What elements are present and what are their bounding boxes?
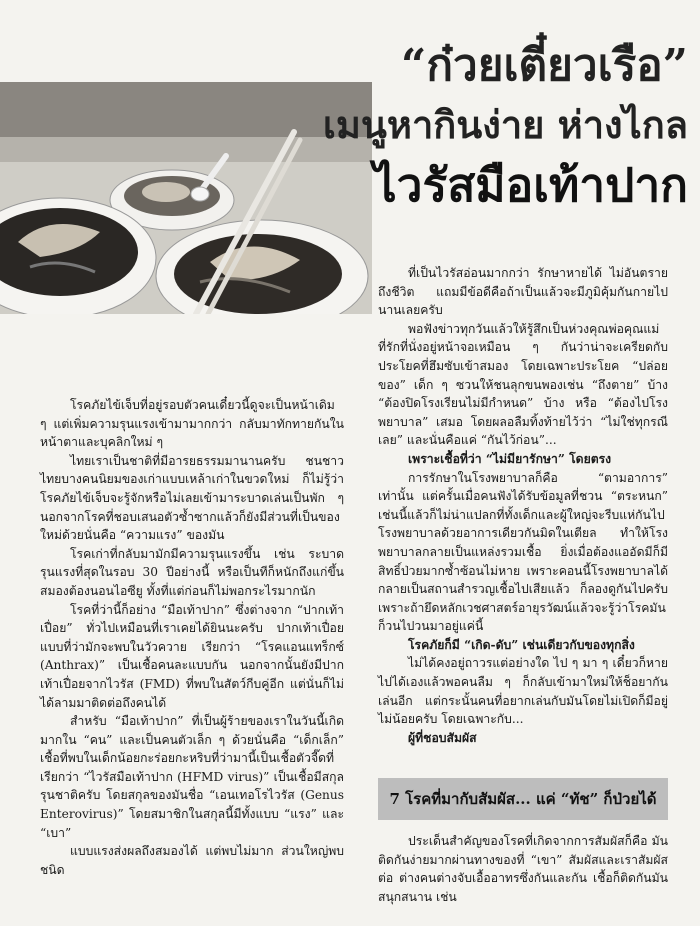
subheading: เพราะเชื้อที่ว่า “ไม่มียารักษา” โดยตรง (408, 451, 612, 466)
paragraph: แบบแรงส่งผลถึงสมองได้ แต่พบไม่มาก ส่วนใหญ่พบชนิด (40, 844, 344, 877)
paragraph: การรักษาในโรงพยาบาลก็คือ “ตามอาการ” เท่านั้น แต่ครั้นเมื่อคนฟังได้รับข้อมูลที่ชวน “ตระหนก” เช่นนี้แล้วก็ไม่น่าแปลกที่ทั้งเด็กและผู้ใหญ่จะรีบแห่กันไปโรงพยาบาลด้วยอาการเดียวกันมิดในเตียล ทำให้โรงพยาบาลกลายเป็นแหล่งรวมเชื้อ ยิ่งเมื่อต้องแออัดมีก็มีสิทธิ์ป่วยมากซ้ำซ้อนไม่หาย เพราะคอนนี้โรงพยาบาลได้กลายเป็นสถานสำรวญเชื้อไปเสียแล้ว ก็ลองดูกันไปครับ เพราะถ้ายึดหลักเวชศาสตร์อายุรวัฒน์แล้วจะรู้ว่าโรคมันก็วนไปวนมาอยู่แค่นี้ (378, 470, 668, 634)
paragraph: โรคภัยไข้เจ็บที่อยู่รอบตัวคนเดี๋ยวนี้ดูจะเป็นหน้าเดิม ๆ แต่เพิ่มความรุนแรงเข้ามามากกว่า กลับมาทักทายกันในหน้าตาและบุคลิกใหม่ ๆ (40, 398, 344, 450)
section-box-title: 7 โรคที่มากับสัมผัส... แค่ “ทัช” ก็ป่วยได้ (378, 778, 668, 820)
headline-subtitle: เมนูหากินง่าย ห่างไกล (322, 102, 688, 147)
paragraph: โรคที่ว่านี้ก็อย่าง “มือเท้าปาก” ซึ่งต่างจาก “ปากเท้าเปื่อย” ทั่วไปเหมือนที่เราเคยได้ยินนะครับ ปากเท้าเปื่อยแบบที่ว่ามักจะพบในวัวควาย เรียกว่า “โรคแอนแทร็กซ์ (Anthrax)” เป็นเชื้อคนละแบบกัน นอกจากนั้นยังมีปากเท้าเปื่อยจากไวรัส (FMD) ที่พบในสัตว์กีบคู่อีก แต่นั่นก็ไม่ได้ลามมาติดต่อถึงคนได้ (40, 602, 344, 710)
paragraph: พอฟังข่าวทุกวันแล้วให้รู้สึกเป็นห่วงคุณพ่อคุณแม่ที่รักที่นั่งอยู่หน้าจอเหมือน ๆ กันว่าน่าจะเครียดกับประโยคที่ฮึมซับเข้าสมอง โดยเฉพาะประโยค “ปล่อยของ” เด็ก ๆ ซวนให้ชนลุกขนพองเช่น “ถึงตาย” บ้าง “ต้องปิดโรงเรียนไม่มีกำหนด” บ้าง หรือ “ต้องไปโรงพยาบาล” เสมอ โดยผลอลืมทิ้งท้ายไว้ว่า “ไม่ใช่ทุกรณีเลย” และนั่นคือแค่ “กันไว้ก่อน”... (378, 321, 668, 448)
paragraph: ประเด็นสำคัญของโรคที่เกิดจากการสัมผัสก็คือ มันติดกันง่ายมากผ่านทางของที่ “เขา” สัมผัสและเราสัมผัสต่อ ต่างคนต่างจับเอื้ออาทรซึ่งกันและกัน เชื้อก็ติดกันมันสนุกสนาน เช่น (378, 834, 668, 904)
right-column-bottom (378, 832, 668, 906)
paragraph: ที่เป็นไวรัสอ่อนมากกว่า รักษาหายได้ ไม่อันตรายถึงชีวิต แถมมีข้อดีคือถ้าเป็นแล้วจะมีภูมิคุ้มกันกายไปนานเลยครับ (378, 266, 668, 318)
paragraph: ไทยเราเป็นชาติที่มีอารยธรรมมานานครับ ชนชาวไทยบางคนนิยมของเก่าแบบเหล้าเก่าในขวดใหม่ ก็ไม่รู้ว่าโรคภัยไข้เจ็บจะรู้จักหรือไม่เลยเข้ามาระบาดเล่นเป็นพัก ๆ นอกจากโรคที่ชอบเสนอตัวซ้ำซากแล้วก็ยังมีส่วนที่เป็นของใหม่ด้วยนั่นคือ “ความแรง” ของมัน (40, 453, 344, 543)
paragraph: โรคเก่าที่กลับมามักมีความรุนแรงขึ้น เช่น ระบาดรุนแรงที่สุดในรอบ 30 ปีอย่างนี้ หรือเป็นทีก็หนักถึงแก่ขึ้นสมองต้องนอนไอซียู ทั้งที่แต่ก่อนก็ไม่พอกระไรมากนัก (40, 546, 344, 598)
headline-subtitle-2: ไวรัสมือเท้าปาก (373, 158, 688, 212)
paragraph: ไม่ได้คงอยู่ถาวรแต่อย่างใด ไป ๆ มา ๆ เดี๋ยวก็หายไปได้เองแล้วพอคนลืม ๆ ก็กลับเข้ามาใหม่ให้ช็อยากันเล่นอีก แต่กระนั้นคนที่อยากเล่นกับมันโดยไม่เปิดก็มีอยู่ไม่น้อยครับ โดยเฉพาะกับ... (378, 656, 668, 727)
headline-title: “ก๋วยเตี๋ยวเรือ” (401, 40, 688, 91)
right-column (378, 264, 668, 747)
left-column (40, 396, 344, 879)
paragraph: สำหรับ “มือเท้าปาก” ที่เป็นผู้ร้ายของเราในวันนี้เกิดมากใน “คน” และเป็นคนตัวเล็ก ๆ ด้วยนั่นคือ “เด็กเล็ก” เชื้อที่พบในเด็กน้อยกะร่อยกะหริบที่ว่ามานี้เป็นเชื้อตัวจี๊ดที่เรียกว่า “ไวรัสมือเท้าปาก (HFMD virus)” เป็นเชื้อมีสกุลรุนชาติครับ โดยสกุลของมันชื่อ “เอนเทอโรไวรัส (Genus Enterovirus)” โดยสมาชิกในสกุลนี้มีทั้งแบบ “แรง” และ “เบา” (40, 714, 344, 840)
subheading: ผู้ที่ชอบสัมผัส (408, 730, 477, 745)
subheading: โรคภัยก็มี “เกิด-ดับ” เช่นเดียวกับของทุกสิ่ง (408, 637, 635, 652)
noodle-bowls-photo (0, 82, 372, 314)
